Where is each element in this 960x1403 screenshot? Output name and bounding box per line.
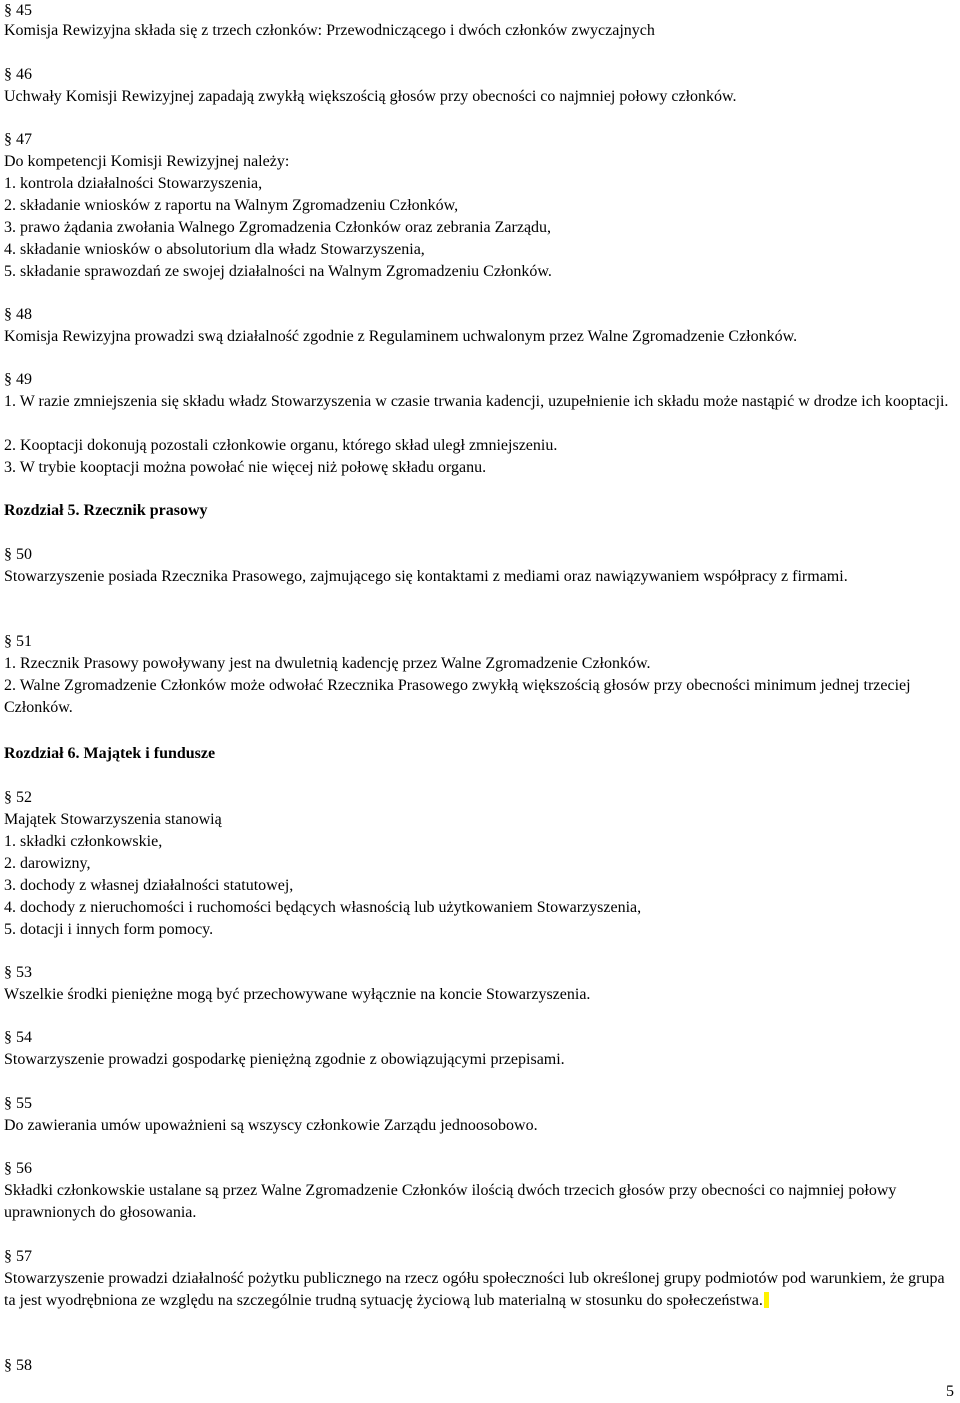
section-number: § 52: [4, 789, 32, 806]
paragraph-text: Wszelkie środki pieniężne mogą być przechowywane wyłącznie na koncie Stowarzyszenia.: [4, 986, 591, 1003]
section-number: § 50: [4, 546, 32, 563]
section-number: § 55: [4, 1095, 32, 1112]
paragraph-text: Uchwały Komisji Rewizyjnej zapadają zwykłą większością głosów przy obecności co najmniej połowy członków.: [4, 88, 737, 105]
section-number: § 54: [4, 1029, 32, 1046]
paragraph-text: 5. składanie sprawozdań ze swojej działalności na Walnym Zgromadzeniu Członków.: [4, 263, 552, 280]
chapter-heading: Rozdział 6. Majątek i fundusze: [4, 745, 216, 762]
section-number: § 58: [4, 1357, 32, 1374]
section-number: § 46: [4, 66, 32, 83]
paragraph-text: 1. Rzecznik Prasowy powoływany jest na dwuletnią kadencję przez Walne Zgromadzenie Członków.: [4, 655, 651, 672]
chapter-heading: Rozdział 5. Rzecznik prasowy: [4, 502, 208, 519]
paragraph-text: 3. dochody z własnej działalności statutowej,: [4, 877, 294, 894]
section-number: § 56: [4, 1160, 32, 1177]
paragraph-text: 4. dochody z nieruchomości i ruchomości będących własnością lub użytkowaniem Stowarzyszenia,: [4, 899, 642, 916]
section-number: § 51: [4, 633, 32, 650]
paragraph-text: 3. prawo żądania zwołania Walnego Zgromadzenia Członków oraz zebrania Zarządu,: [4, 219, 552, 236]
section-number: § 45: [4, 2, 32, 19]
paragraph-text: 4. składanie wniosków o absolutorium dla władz Stowarzyszenia,: [4, 241, 425, 258]
paragraph-text: 1. kontrola działalności Stowarzyszenia,: [4, 175, 263, 192]
section-number: § 48: [4, 306, 32, 323]
paragraph-text: Stowarzyszenie posiada Rzecznika Prasowego, zajmującego się kontaktami z mediami oraz nawiązywaniem współpracy z firmami.: [4, 568, 848, 585]
paragraph-text: 5. dotacji i innych form pomocy.: [4, 921, 214, 938]
section-number: § 57: [4, 1248, 32, 1265]
paragraph-text: Stowarzyszenie prowadzi działalność pożytku publicznego na rzecz ogółu społeczności lub określonej grupy podmiotów pod warunkiem, że grupa ta jest wyodrębniona ze względu na szczególnie trudną sytuację życiową lub materialną w stosunku do społeczeństwa.: [4, 1270, 949, 1309]
paragraph-text: 2. Kooptacji dokonują pozostali członkowie organu, którego skład uległ zmniejszeniu.: [4, 437, 558, 454]
paragraph-text: Do kompetencji Komisji Rewizyjnej należy:: [4, 153, 290, 170]
paragraph-text: 3. W trybie kooptacji można powołać nie więcej niż połowę składu organu.: [4, 459, 487, 476]
text-highlight-marker: [764, 1292, 769, 1308]
paragraph-text: Stowarzyszenie prowadzi gospodarkę pieniężną zgodnie z obowiązującymi przepisami.: [4, 1051, 565, 1068]
paragraph-text: 1. W razie zmniejszenia się składu władz Stowarzyszenia w czasie trwania kadencji, uzupełnienie ich składu może nastąpić w drodze ich kooptacji.: [4, 393, 949, 410]
paragraph-text: Majątek Stowarzyszenia stanowią: [4, 811, 222, 828]
section-number: § 53: [4, 964, 32, 981]
paragraph-text: Składki członkowskie ustalane są przez Walne Zgromadzenie Członków ilością dwóch trzecich głosów przy obecności co najmniej połowy uprawnionych do głosowania.: [4, 1182, 901, 1221]
paragraph-text: 2. Walne Zgromadzenie Członków może odwołać Rzecznika Prasowego zwykłą większością głosów przy obecności minimum jednej trzeciej Członków.: [4, 677, 915, 716]
paragraph-text: Do zawierania umów upoważnieni są wszyscy członkowie Zarządu jednoosobowo.: [4, 1117, 538, 1134]
section-number: § 49: [4, 371, 32, 388]
page-number: 5: [946, 1383, 954, 1400]
section-number: § 47: [4, 131, 32, 148]
paragraph-text: Komisja Rewizyjna prowadzi swą działalność zgodnie z Regulaminem uchwalonym przez Walne Zgromadzenie Członków.: [4, 328, 798, 345]
paragraph-text: 1. składki członkowskie,: [4, 833, 163, 850]
paragraph-text: 2. darowizny,: [4, 855, 91, 872]
paragraph-text: Komisja Rewizyjna składa się z trzech członków: Przewodniczącego i dwóch członków zwyczajnych: [4, 22, 655, 39]
paragraph-text: 2. składanie wniosków z raportu na Walnym Zgromadzeniu Członków,: [4, 197, 459, 214]
